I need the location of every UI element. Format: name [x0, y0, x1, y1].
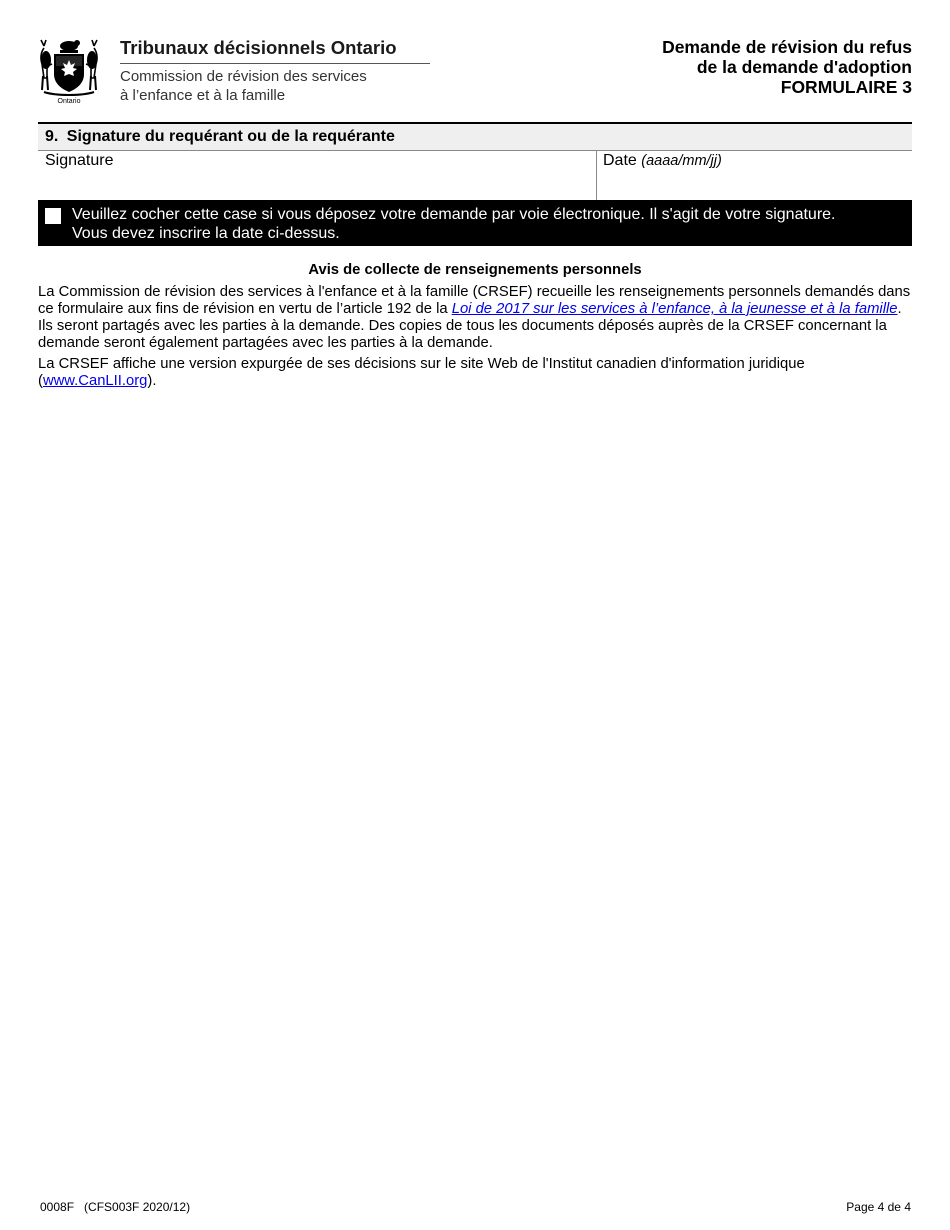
- law-link[interactable]: Loi de 2017 sur les services à l’enfance, à la jeunesse et à la famille: [451, 301, 898, 317]
- date-label: Date: [603, 152, 637, 169]
- ontario-coat-of-arms-icon: [38, 38, 100, 104]
- electronic-notice-line2: Vous devez inscrire la date ci-dessus.: [72, 225, 340, 242]
- section-signature: [38, 122, 912, 201]
- form-title: [662, 37, 912, 97]
- section-number: 9.: [45, 128, 59, 145]
- section-heading: [38, 122, 912, 151]
- privacy-p1-text: La Commission de révision des services à l'enfance et à la famille (CRSEF) recueille les renseignements personnels demandés dans ce formulaire aux fins de révision en vertu de l’article 192 de la: [38, 284, 911, 317]
- organization-block: [120, 36, 432, 105]
- page-header: [38, 36, 912, 108]
- section-title: Signature du requérant ou de la requérante: [66, 128, 395, 145]
- privacy-paragraph-1: [38, 284, 912, 352]
- privacy-p2-text: La CRSEF affiche une version expurgée de ses décisions sur le site Web de l'Institut canadien d'information juridique (: [38, 356, 805, 389]
- logo-caption: Ontario: [57, 98, 81, 104]
- signature-row: [38, 151, 912, 201]
- date-format-hint: (aaaa/mm/jj): [641, 153, 722, 169]
- form-title-line3: FORMULAIRE 3: [780, 77, 912, 97]
- privacy-p2-rest: ).: [147, 373, 157, 389]
- organization-subtitle-line2: à l’enfance et à la famille: [120, 87, 286, 104]
- electronic-filing-checkbox[interactable]: [45, 208, 61, 224]
- signature-label: Signature: [45, 152, 114, 169]
- privacy-notice: [38, 262, 912, 394]
- privacy-paragraph-2: [38, 356, 912, 390]
- signature-field[interactable]: [38, 151, 597, 200]
- privacy-p1-rest: . Ils seront partagés avec les parties à la demande. Des copies de tous les documents déposés auprès de la CRSEF concernant la demande seront également partagées avec les parties à la demande.: [38, 301, 902, 351]
- electronic-notice-line1: Veuillez cocher cette case si vous déposez votre demande par voie électronique. Il s'agit de votre signature.: [72, 206, 836, 223]
- canlii-link[interactable]: www.CanLII.org: [42, 373, 148, 389]
- form-title-line2: de la demande d'adoption: [696, 57, 912, 77]
- privacy-notice-title: Avis de collecte de renseignements personnels: [308, 262, 642, 278]
- form-code: 0008F (CFS003F 2020/12): [40, 1200, 191, 1214]
- organization-subtitle-line1: Commission de révision des services: [120, 68, 367, 85]
- form-title-line1: Demande de révision du refus: [662, 37, 912, 57]
- electronic-filing-notice: [38, 200, 912, 246]
- page-number: Page 4 de 4: [846, 1200, 911, 1214]
- date-field[interactable]: [597, 151, 912, 200]
- organization-title: Tribunaux décisionnels Ontario: [120, 36, 430, 64]
